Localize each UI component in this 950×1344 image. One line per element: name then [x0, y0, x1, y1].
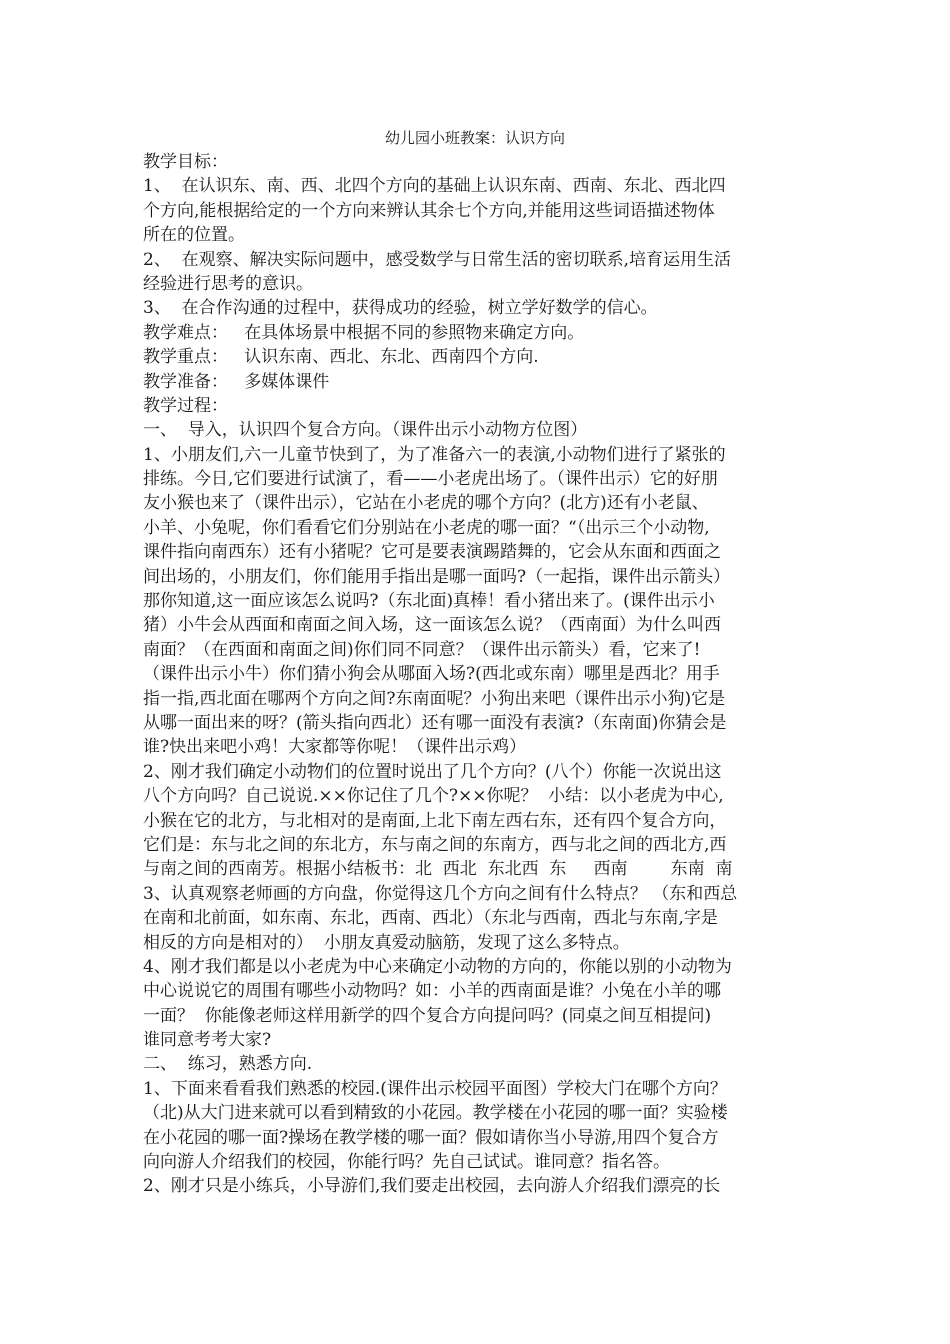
text-line: 所在的位置。	[143, 225, 245, 246]
document-body	[143, 150, 813, 1199]
text-line: 相反的方向是相对的） 小朋友真爱动脑筋，发现了这么多特点。	[143, 932, 630, 953]
text-line: 谁?快出来吧小鸡！大家都等你呢！（课件出示鸡）	[143, 737, 527, 758]
text-line: 八个方向吗？自己说说.××你记住了几个?××你呢？ 小结：以小老虎为中心,	[143, 786, 724, 807]
text-line: 1、 在认识东、南、西、北四个方向的基础上认识东南、西南、东北、西北四	[143, 176, 726, 197]
text-line: 一、 导入，认识四个复合方向。（课件出示小动物方位图）	[143, 420, 588, 441]
text-line: 个方向,能根据给定的一个方向来辨认其余七个方向,并能用这些词语描述物体	[143, 200, 715, 221]
text-line: 向向游人介绍我们的校园，你能行吗？先自己试试。谁同意？指名答。	[143, 1152, 670, 1173]
text-line: 从哪一面出来的呀？(箭头指向西北）还有哪一面没有表演?（东南面)你猜会是	[143, 712, 727, 733]
text-line: 猪）小牛会从西面和南面之间入场，这一面该怎么说？（西南面）为什么叫西	[143, 615, 721, 636]
text-line: 那你知道,这一面应该怎么说吗?（东北面)真棒！看小猪出来了。(课件出示小	[143, 591, 715, 612]
text-line: 在小花园的哪一面?操场在教学楼的哪一面？假如请你当小导游,用四个复合方	[143, 1127, 719, 1148]
text-line: 4、刚才我们都是以小老虎为中心来确定小动物的方向的，你能以别的小动物为	[143, 956, 732, 977]
text-line: 在南和北前面，如东南、东北，西南、西北）（东北与西南，西北与东南,字是	[143, 908, 718, 929]
text-line: 教学难点： 在具体场景中根据不同的参照物来确定方向。	[143, 322, 585, 343]
text-line: 2、刚才只是小练兵，小导游们,我们要走出校园，去向游人介绍我们漂亮的长	[143, 1176, 721, 1197]
text-line: 1、下面来看看我们熟悉的校园.(课件出示校园平面图）学校大门在哪个方向？	[143, 1078, 727, 1099]
text-line: 南面？（在西面和南面之间)你们同不同意？（课件出示箭头）看，它来了!	[143, 639, 701, 660]
text-line: 2、刚才我们确定小动物们的位置时说出了几个方向？(八个）你能一次说出这	[143, 761, 722, 782]
text-line: 小猴在它的北方，与北相对的是南面,上北下南左西右东，还有四个复合方向，	[143, 810, 727, 831]
text-line: 它们是：东与北之间的东北方，东与南之间的东南方，西与北之间的西北方,西	[143, 834, 727, 855]
text-line: 二、 练习，熟悉方向.	[143, 1054, 313, 1075]
document-title: 幼儿园小班教案：认识方向	[384, 129, 565, 147]
text-line: 1、小朋友们,六一儿童节快到了，为了准备六一的表演,小动物们进行了紧张的	[143, 444, 726, 465]
text-line: 教学准备： 多媒体课件	[143, 371, 330, 392]
text-line: 友小猴也来了（课件出示），它站在小老虎的哪个方向？(北方)还有小老鼠、	[143, 493, 709, 514]
text-line: 间出场的，小朋友们，你们能用手指出是哪一面吗?（一起指，课件出示箭头）	[143, 566, 731, 587]
text-line: 教学过程：	[143, 395, 228, 416]
text-line: 3、 在合作沟通的过程中，获得成功的经验，树立学好数学的信心。	[143, 298, 658, 319]
text-line: 2、 在观察、解决实际问题中，感受数学与日常生活的密切联系,培育运用生活	[143, 249, 732, 270]
text-line: 排练。今日,它们要进行试演了，看——小老虎出场了。（课件出示）它的好朋	[143, 469, 718, 490]
text-line: 谁同意考考大家?	[143, 1030, 272, 1051]
text-line: 与南之间的西南芳。根据小结板书：北 西北 东北西 东 西南 东南 南	[143, 859, 733, 880]
text-line: 教学目标：	[143, 152, 228, 172]
text-line: 3、认真观察老师画的方向盘，你觉得这几个方向之间有什么特点？ （东和西总	[143, 883, 738, 904]
text-line: （北)从大门进来就可以看到精致的小花园。教学楼在小花园的哪一面？实验楼	[143, 1103, 728, 1124]
text-line: （课件出示小牛）你们猜小狗会从哪面入场?(西北或东南）哪里是西北？用手	[143, 664, 720, 685]
text-line: 小羊、小兔呢，你们看看它们分别站在小老虎的哪一面？“（出示三个小动物,	[143, 517, 710, 538]
text-line: 课件指向南西东）还有小猪呢？它可是要表演踢踏舞的，它会从东面和西面之	[143, 542, 721, 563]
text-line: 指一指,西北面在哪两个方向之间?东南面呢？小狗出来吧（课件出示小狗)它是	[143, 688, 726, 709]
text-line: 一面？ 你能像老师这样用新学的四个复合方向提问吗？(同桌之间互相提问)	[143, 1005, 712, 1026]
text-line: 中心说说它的周围有哪些小动物吗？如：小羊的西南面是谁？小兔在小羊的哪	[143, 981, 721, 1002]
text-line: 教学重点： 认识东南、西北、东北、西南四个方向.	[143, 347, 539, 368]
text-line: 经验进行思考的意识。	[143, 273, 313, 294]
